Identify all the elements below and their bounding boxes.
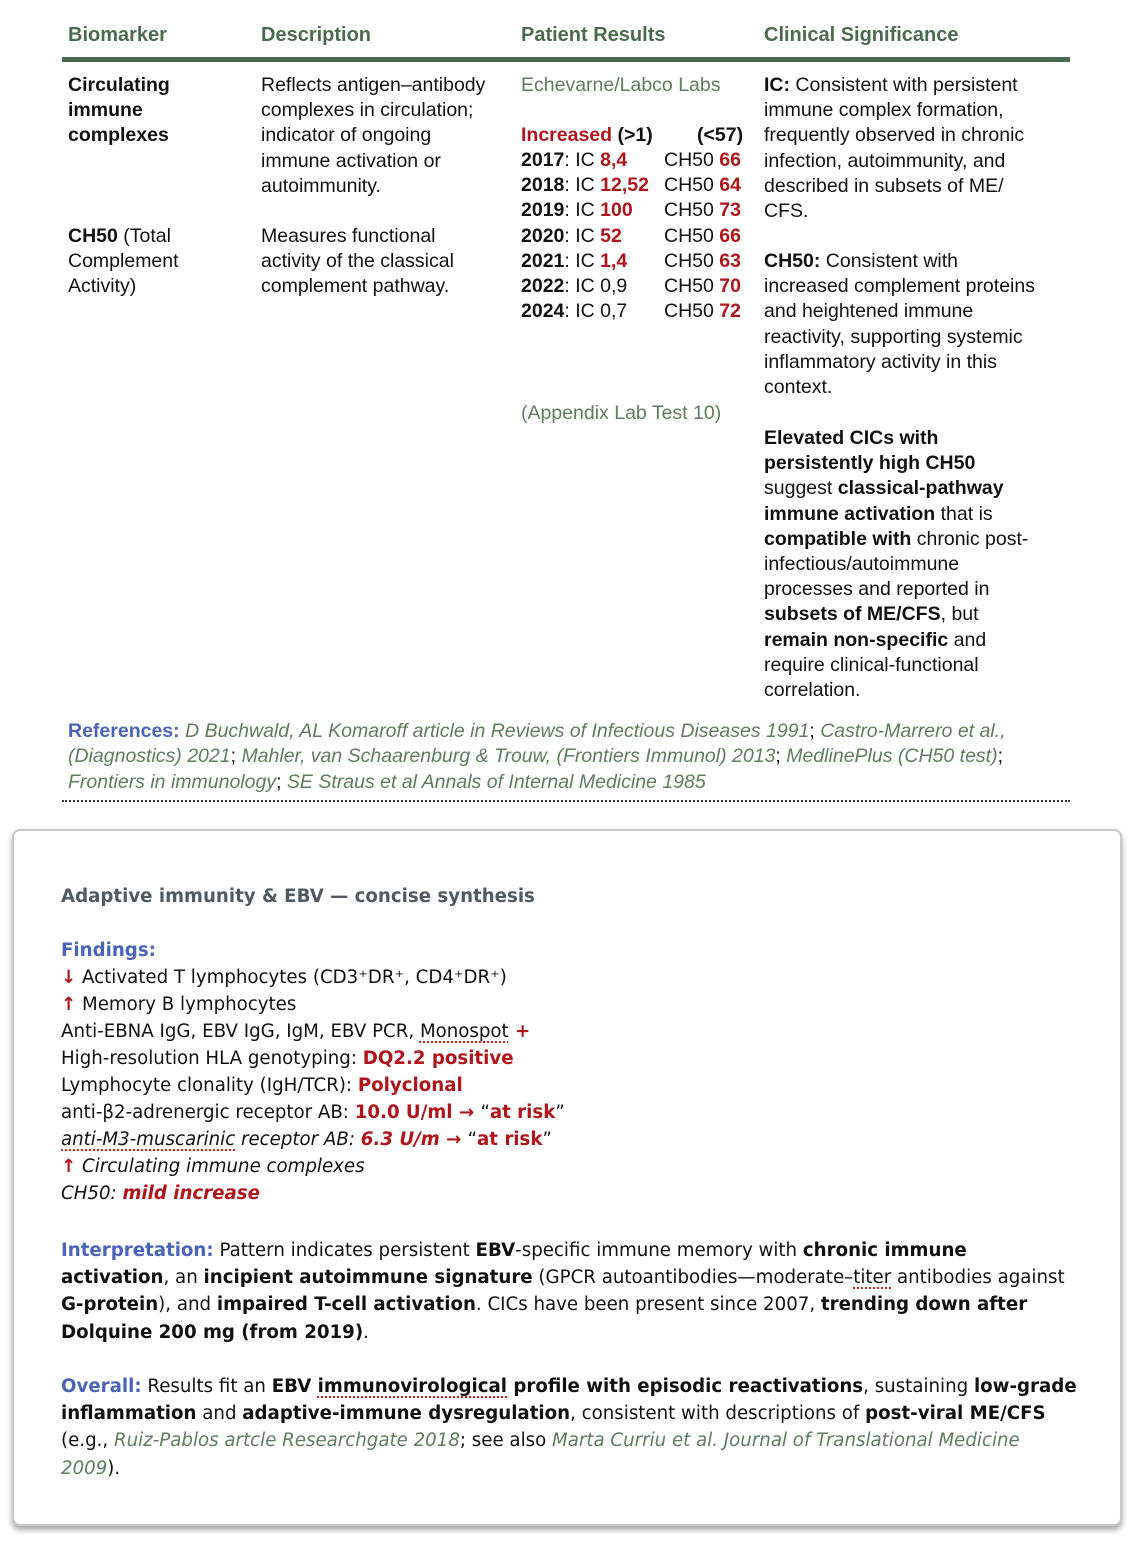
para-bold: post-viral ME/CFS (865, 1403, 1046, 1425)
result-ch50-2018 (664, 173, 741, 198)
overall-paragraph (61, 1373, 1081, 1482)
overall-label: Overall: (61, 1376, 142, 1397)
finding-value: mild increase (122, 1183, 260, 1204)
reference-separator: ; (809, 720, 821, 742)
result-ch50-value: 66 (719, 149, 741, 171)
reference-separator: ; (230, 745, 242, 768)
result-ch50-value: 70 (719, 275, 741, 297)
finding-item (61, 1072, 463, 1099)
result-ic-value: 100 (600, 199, 633, 222)
header-biomarker: Biomarker (68, 24, 167, 46)
finding-item (61, 1126, 552, 1153)
description-line: indicator of ongoing (261, 124, 432, 147)
para-text: . CICs have been present since 2007, (475, 1294, 821, 1316)
findings-label: Findings: (61, 940, 156, 961)
result-ic-value: 8,4 (600, 149, 628, 171)
header-patient-results: Patient Results (521, 24, 666, 46)
conclusion-bold: remain non-specific (764, 628, 949, 651)
para-bold: EBV (271, 1376, 318, 1397)
description-line: autoimmunity. (261, 174, 381, 197)
para-bold: low-grade inflammation (61, 1376, 1077, 1425)
increased-label: Increased (521, 124, 613, 146)
result-year: 2021 (521, 249, 565, 272)
para-text: Pattern indicates persistent (213, 1240, 476, 1261)
para-bold: impaired T-cell activation (216, 1294, 476, 1316)
result-ic-prefix: : IC (564, 174, 601, 197)
biomarker-ch50 (68, 224, 179, 300)
reference-link[interactable]: SE Straus et al Annals of Internal Medicine 1985 (286, 770, 706, 793)
quote-mark: “ (467, 1129, 478, 1150)
biomarker-cic-line: immune (68, 99, 143, 122)
finding-text: Circulating immune complexes (76, 1156, 365, 1177)
result-ic-2020 (521, 224, 622, 249)
significance-line: described in subsets of ME/ (764, 174, 1004, 197)
significance-line: reactivity, supporting systemic (764, 325, 1023, 348)
ic-reference: (>1) (612, 124, 653, 146)
arrow-up-icon: ↑ (61, 994, 77, 1015)
conclusion-bold: classical-pathway (837, 477, 1004, 500)
para-text: (e.g., (61, 1430, 114, 1452)
biomarker-ch50-line: Complement (68, 250, 179, 273)
result-year: 2018 (521, 174, 565, 197)
para-bold-flagged: immunovirological (317, 1376, 508, 1397)
result-ic-prefix: : IC (564, 300, 601, 323)
result-ic-prefix: : IC (564, 224, 601, 247)
conclusion-line (764, 527, 1028, 552)
conclusion-bold: compatible with (764, 527, 912, 550)
finding-text-flagged: anti-M3-muscarinic (61, 1129, 236, 1150)
para-text: -specific immune memory with (515, 1240, 803, 1261)
description-line: Reflects antigen–antibody (261, 74, 486, 96)
finding-text: receptor AB: (235, 1129, 361, 1150)
para-text: and (196, 1403, 243, 1425)
para-text: antibodies against (891, 1267, 1065, 1289)
conclusion-text: and (948, 628, 987, 651)
finding-value: 10.0 U/ml → (354, 1102, 481, 1123)
para-text: Results fit an (141, 1376, 272, 1397)
reference-separator: ; (775, 745, 787, 768)
finding-text: High-resolution HLA genotyping: (61, 1048, 363, 1069)
finding-text-flagged: Monospot (419, 1021, 509, 1042)
significance-conclusion (764, 426, 1028, 703)
result-ic-prefix: : IC (564, 275, 601, 297)
reference-ranges (521, 123, 653, 148)
para-bold: adaptive-immune dysregulation (242, 1403, 571, 1425)
result-ch50-prefix: CH50 (664, 199, 720, 222)
significance-line: increased complement proteins (764, 275, 1035, 298)
result-ch50-prefix: CH50 (664, 300, 720, 323)
para-text: . (363, 1321, 369, 1343)
significance-text: Consistent with persistent (790, 74, 1018, 96)
result-ch50-2024 (664, 299, 741, 324)
finding-value: 6.3 U/m (360, 1129, 440, 1150)
significance-line (764, 73, 1024, 98)
para-text: , an (163, 1267, 204, 1289)
finding-item (61, 1153, 365, 1180)
result-ic-value: 52 (600, 224, 622, 247)
result-ch50-2021 (664, 249, 741, 274)
reference-separator: ; (997, 745, 1004, 768)
header-description: Description (261, 24, 372, 46)
result-year: 2017 (521, 149, 565, 171)
description-line: complexes in circulation; (261, 99, 474, 122)
finding-value: at risk (477, 1129, 543, 1150)
biomarker-cic-line: Circulating (68, 74, 170, 96)
result-ic-value: 1,4 (600, 249, 628, 272)
finding-item (61, 1180, 260, 1207)
result-ch50-value: 64 (719, 174, 741, 197)
significance-line: infection, autoimmunity, and (764, 149, 1006, 172)
result-ch50-value: 63 (719, 249, 741, 272)
reference-separator: ; (276, 770, 287, 793)
result-ic-prefix: : IC (564, 199, 601, 222)
significance-ic (764, 73, 1024, 224)
description-line: activity of the classical (261, 250, 454, 273)
significance-ch50-label: CH50: (764, 250, 821, 272)
result-ch50-2020 (664, 224, 741, 249)
result-ic-value: 0,7 (600, 300, 628, 323)
result-year: 2022 (521, 275, 565, 297)
para-bold: trending down after Dolquine 200 mg (from 2019) (61, 1294, 1028, 1343)
reference-link[interactable]: Mahler, van Schaarenburg & Trouw, (Frontiers Immunol) 2013 (241, 745, 776, 768)
result-ch50-2019 (664, 198, 741, 223)
para-bold: EBV (475, 1240, 516, 1261)
reference-link[interactable]: Frontiers in immunology (68, 770, 277, 793)
reference-link[interactable]: Castro-Marrero et al., (Diagnostics) 2021 (68, 720, 1006, 768)
finding-value: DQ2.2 positive (362, 1048, 514, 1069)
reference-link[interactable]: MedlinePlus (CH50 test) (786, 745, 998, 768)
finding-text: Lymphocyte clonality (IgH/TCR): (61, 1075, 358, 1096)
finding-value: at risk (489, 1102, 556, 1123)
result-ic-2022 (521, 274, 627, 299)
result-ic-2019 (521, 198, 633, 223)
conclusion-line: persistently high CH50 (764, 452, 976, 475)
description-ch50 (261, 224, 454, 300)
para-bold: profile with episodic reactivations (507, 1376, 864, 1397)
conclusion-line (764, 602, 1028, 627)
finding-item (61, 1099, 565, 1126)
dotted-divider (62, 800, 1070, 802)
para-bold: chronic immune activation (61, 1240, 967, 1289)
para-text: , consistent with descriptions of (570, 1403, 866, 1425)
finding-item (61, 991, 296, 1018)
conclusion-line (764, 628, 1028, 653)
conclusion-line (764, 476, 1028, 501)
significance-line: immune complex formation, (764, 99, 1004, 122)
para-text-flagged: titer (853, 1267, 892, 1289)
description-cic (261, 73, 485, 199)
reference-link[interactable]: Marta Curriu et al. Journal of Translational Medicine 2009 (61, 1430, 1020, 1479)
result-year: 2024 (521, 300, 565, 323)
conclusion-line (764, 502, 1028, 527)
result-year: 2019 (521, 199, 565, 222)
finding-text: Memory B lymphocytes (76, 994, 297, 1015)
conclusion-line: infectious/autoimmune (764, 553, 960, 576)
biomarker-ch50-line (68, 224, 179, 249)
significance-text: Consistent with (820, 250, 959, 272)
quote-mark: “ (480, 1102, 490, 1123)
significance-line: inflammatory activity in this (764, 350, 997, 373)
significance-line: context. (764, 376, 833, 399)
significance-line: CFS. (764, 200, 809, 223)
finding-text: Anti-EBNA IgG, EBV IgG, IgM, EBV PCR, (61, 1021, 420, 1042)
result-ch50-prefix: CH50 (664, 149, 720, 171)
conclusion-text: , but (940, 603, 979, 626)
description-line: immune activation or (261, 149, 441, 172)
conclusion-line: require clinical-functional (764, 653, 979, 676)
result-year: 2020 (521, 224, 565, 247)
para-text: ). (107, 1457, 121, 1479)
conclusion-line: processes and reported in (764, 578, 990, 601)
conclusion-bold: subsets of ME/CFS (764, 603, 941, 626)
quote-mark: ” (555, 1102, 565, 1123)
arrow-down-icon: ↓ (61, 967, 77, 988)
result-ic-value: 12,52 (600, 174, 649, 197)
references-label: References: (68, 720, 180, 742)
significance-line: frequently observed in chronic (764, 124, 1025, 147)
finding-value: + (508, 1021, 531, 1042)
finding-item (61, 964, 507, 991)
quote-mark: ” (542, 1129, 552, 1150)
result-ic-2021 (521, 249, 627, 274)
conclusion-bold: immune activation (764, 502, 936, 525)
biomarker-cic (68, 73, 170, 149)
significance-ch50 (764, 249, 1035, 400)
conclusion-text: chronic post- (911, 527, 1029, 550)
significance-ic-label: IC: (764, 74, 790, 96)
references (68, 719, 1068, 795)
lab-name: Echevarne/Labco Labs (521, 74, 721, 96)
result-ch50-value: 73 (719, 199, 741, 222)
para-text: (GPCR autoantibodies—moderate– (532, 1267, 854, 1289)
result-ic-value: 0,9 (600, 275, 628, 297)
reference-link[interactable]: D Buchwald, AL Komaroff article in Reviews of Infectious Diseases 1991 (185, 720, 810, 742)
synthesis-title: Adaptive immunity & EBV — concise synthesis (61, 886, 535, 907)
result-ch50-prefix: CH50 (664, 224, 720, 247)
conclusion-line: correlation. (764, 679, 861, 702)
result-ch50-value: 66 (719, 224, 741, 247)
finding-item (61, 1045, 514, 1072)
para-text: ; see also (459, 1430, 553, 1452)
conclusion-text: that is (935, 502, 993, 525)
arrow-up-icon: ↑ (61, 1156, 77, 1177)
biomarker-ch50-line: Activity) (68, 275, 137, 298)
finding-text: CH50: (61, 1183, 123, 1204)
para-text: , sustaining (863, 1376, 974, 1397)
finding-item (61, 1018, 530, 1045)
interpretation-label: Interpretation: (61, 1240, 214, 1261)
conclusion-line: Elevated CICs with (764, 427, 939, 449)
finding-text: Activated T lymphocytes (CD3⁺DR⁺, CD4⁺DR⁺) (76, 967, 507, 988)
result-ic-prefix: : IC (564, 249, 601, 272)
result-ic-2017 (521, 148, 627, 173)
header-rule (62, 57, 1070, 62)
ch50-reference: (<57) (697, 124, 744, 146)
para-bold: G-protein (61, 1294, 159, 1316)
finding-value: Polyclonal (357, 1075, 463, 1096)
para-bold: incipient autoimmune signature (203, 1267, 533, 1289)
appendix-note: (Appendix Lab Test 10) (521, 402, 722, 424)
significance-line (764, 249, 1035, 274)
result-ch50-2017 (664, 148, 741, 173)
result-ic-2018 (521, 173, 649, 198)
significance-line: and heightened immune (764, 300, 974, 323)
header-clinical-significance: Clinical Significance (764, 24, 959, 46)
result-ch50-prefix: CH50 (664, 275, 720, 297)
biomarker-ch50-bold: CH50 (68, 225, 118, 247)
description-line: complement pathway. (261, 275, 450, 298)
finding-text: anti-β2-adrenergic receptor AB: (61, 1102, 355, 1123)
result-ic-prefix: : IC (564, 149, 601, 171)
description-line: Measures functional (261, 225, 436, 247)
reference-link[interactable]: Ruiz-Pablos artcle Researchgate 2018 (113, 1430, 460, 1452)
arrow-right-icon: → (439, 1129, 468, 1150)
biomarker-ch50-rest: (Total (117, 225, 171, 247)
result-ic-2024 (521, 299, 627, 324)
result-ch50-prefix: CH50 (664, 174, 720, 197)
result-ch50-prefix: CH50 (664, 249, 720, 272)
result-ch50-2022 (664, 274, 741, 299)
conclusion-text: suggest (764, 477, 838, 500)
interpretation-paragraph (61, 1237, 1081, 1346)
para-text: ), and (158, 1294, 217, 1316)
biomarker-cic-line: complexes (68, 124, 169, 147)
result-ch50-value: 72 (719, 300, 741, 323)
